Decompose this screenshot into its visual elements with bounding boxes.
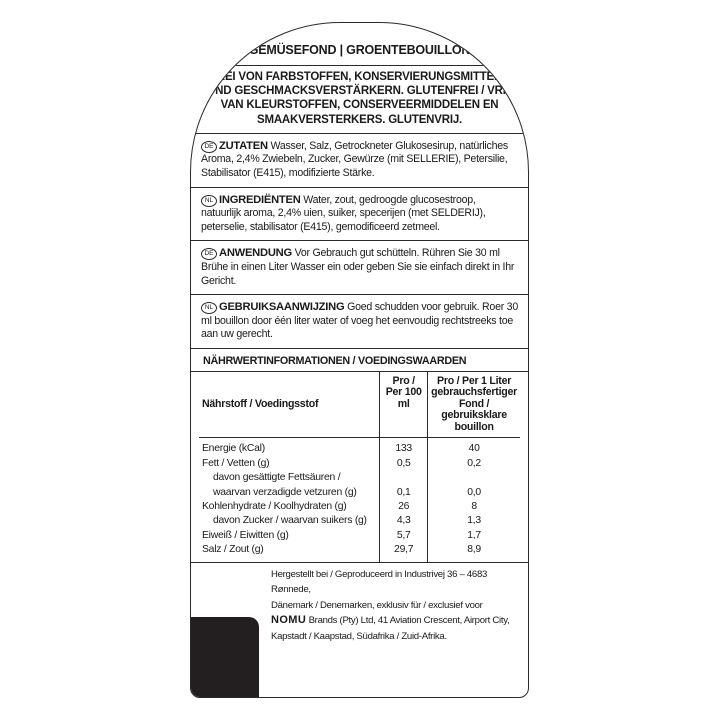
table-row <box>199 471 520 485</box>
value-per-100ml: 26 <box>380 500 428 514</box>
ingredients-de-heading: ZUTATEN <box>219 139 268 152</box>
nl-language-icon: NL <box>201 302 217 314</box>
nutrient-name: Kohlenhydrate / Koolhydraten (g) <box>202 501 347 513</box>
usage-de-text: Vor Gebrauch gut schütteln. Rühren Sie 30 ml Brühe in einen Liter Wasser ein oder geben Sie sie einfach direkt in Ihr Gericht. <box>201 247 515 287</box>
de-language-icon: DE <box>201 141 217 153</box>
nutrition-header-row <box>199 372 520 438</box>
value-per-100ml: 4,3 <box>380 514 428 528</box>
producer-line: Dänemark / Denemarken, exklusiv für / exclusief voor <box>271 599 483 611</box>
producer-address: Brands (Pty) Ltd, 41 Aviation Crescent, Airport City, <box>306 615 510 627</box>
value-per-100ml: 133 <box>380 442 428 456</box>
value-per-100ml: 0,5 <box>380 457 428 471</box>
value-per-liter: 0,2 <box>428 457 520 471</box>
value-per-liter: 1,3 <box>428 514 520 528</box>
table-row <box>199 442 520 456</box>
product-title: GEMÜSEFOND | GROENTEBOUILLON <box>248 43 471 57</box>
usage-nl-text: Goed schudden voor gebruik. Roer 30 ml bouillon door één liter water of voeg het eenvoudig rechtstreeks toe aan uw gerecht. <box>201 301 518 341</box>
producer-info <box>271 563 520 645</box>
value-per-liter: 1,7 <box>428 529 520 543</box>
producer-line: Kapstadt / Kaapstad, Südafrika / Zuid-Afrika. <box>271 630 447 642</box>
nutrient-name: davon gesättigte Fettsäuren / <box>213 472 341 484</box>
value-per-liter: 8 <box>428 500 520 514</box>
value-per-100ml <box>380 471 428 485</box>
brand-name: NOMU <box>271 614 307 627</box>
ingredients-nl <box>199 188 520 241</box>
usage-de <box>199 241 520 294</box>
column-header-per-100ml: Pro / Per 100 ml <box>380 372 428 438</box>
table-row <box>199 514 520 528</box>
nutrient-name: davon Zucker / waarvan suikers (g) <box>213 515 367 527</box>
ingredients-de-text: Wasser, Salz, Getrockneter Glukosesirup, natürliches Aroma, 2,4% Zwiebeln, Zucker, Gewürze (mit SELLERIE), Petersilie, Stabilisator (E415), modifizierte Stärke. <box>201 139 508 179</box>
product-label <box>190 22 529 698</box>
table-row <box>199 529 520 543</box>
nutrition-table-wrap <box>191 371 528 563</box>
value-per-100ml: 5,7 <box>380 529 428 543</box>
usage-de-heading: ANWENDUNG <box>219 247 292 260</box>
nutrient-name: Fett / Vetten (g) <box>202 457 270 469</box>
table-row <box>199 543 520 557</box>
table-row <box>199 486 520 500</box>
nutrient-name: Eiweiß / Eiwitten (g) <box>202 529 289 541</box>
value-per-100ml: 29,7 <box>380 543 428 557</box>
usage-nl-heading: GEBRUIKSAANWIJZING <box>219 301 345 314</box>
free-from-claim: FREI VON FARBSTOFFEN, KONSERVIERUNGSMITTELN UND GESCHMACKSVERSTÄRKERN. GLUTENFREI / VRIJ VAN KLEURSTOFFEN, CONSERVEERMIDDELEN EN SMAAKVERSTERKERS. GLUTENVRIJ. <box>207 71 512 126</box>
nl-language-icon: NL <box>201 195 217 207</box>
label-content <box>199 43 520 644</box>
value-per-liter: 0,0 <box>428 486 520 500</box>
ingredients-nl-text: Water, zout, gedroogde glucosestroop, natuurlijk aroma, 2,4% uien, suiker, specerijen (met SELDERIJ), peterselie, stabilisator (E415), gemodificeerd zetmeel. <box>201 193 486 233</box>
producer-line <box>271 613 518 629</box>
nutrient-name: Energie (kCal) <box>202 443 265 455</box>
value-per-liter: 8,9 <box>428 543 520 557</box>
ingredients-nl-heading: INGREDIËNTEN <box>219 193 301 206</box>
table-spacer <box>199 558 520 562</box>
value-per-liter <box>428 471 520 485</box>
value-per-liter: 40 <box>428 442 520 456</box>
nutrient-name: waarvan verzadigde vetzuren (g) <box>213 486 357 498</box>
table-row <box>199 500 520 514</box>
nutrition-title: NÄHRWERTINFORMATIONEN / VOEDINGSWAARDEN <box>203 354 467 367</box>
producer-line: Hergestellt bei / Geproduceerd in Industrivej 36 – 4683 Rønnede, <box>271 568 488 596</box>
value-per-100ml: 0,1 <box>380 486 428 500</box>
barcode-area <box>191 617 259 697</box>
column-header-nutrient: Nährstoff / Voedingsstof <box>199 372 380 438</box>
de-language-icon: DE <box>201 248 217 260</box>
column-header-per-liter: Pro / Per 1 Liter gebrauchsfertiger Fond / gebruiksklare bouillon <box>428 372 520 438</box>
table-row <box>199 457 520 471</box>
nutrient-name: Salz / Zout (g) <box>202 544 264 556</box>
ingredients-de <box>199 134 520 187</box>
usage-nl <box>199 295 520 348</box>
nutrition-table <box>199 372 520 562</box>
